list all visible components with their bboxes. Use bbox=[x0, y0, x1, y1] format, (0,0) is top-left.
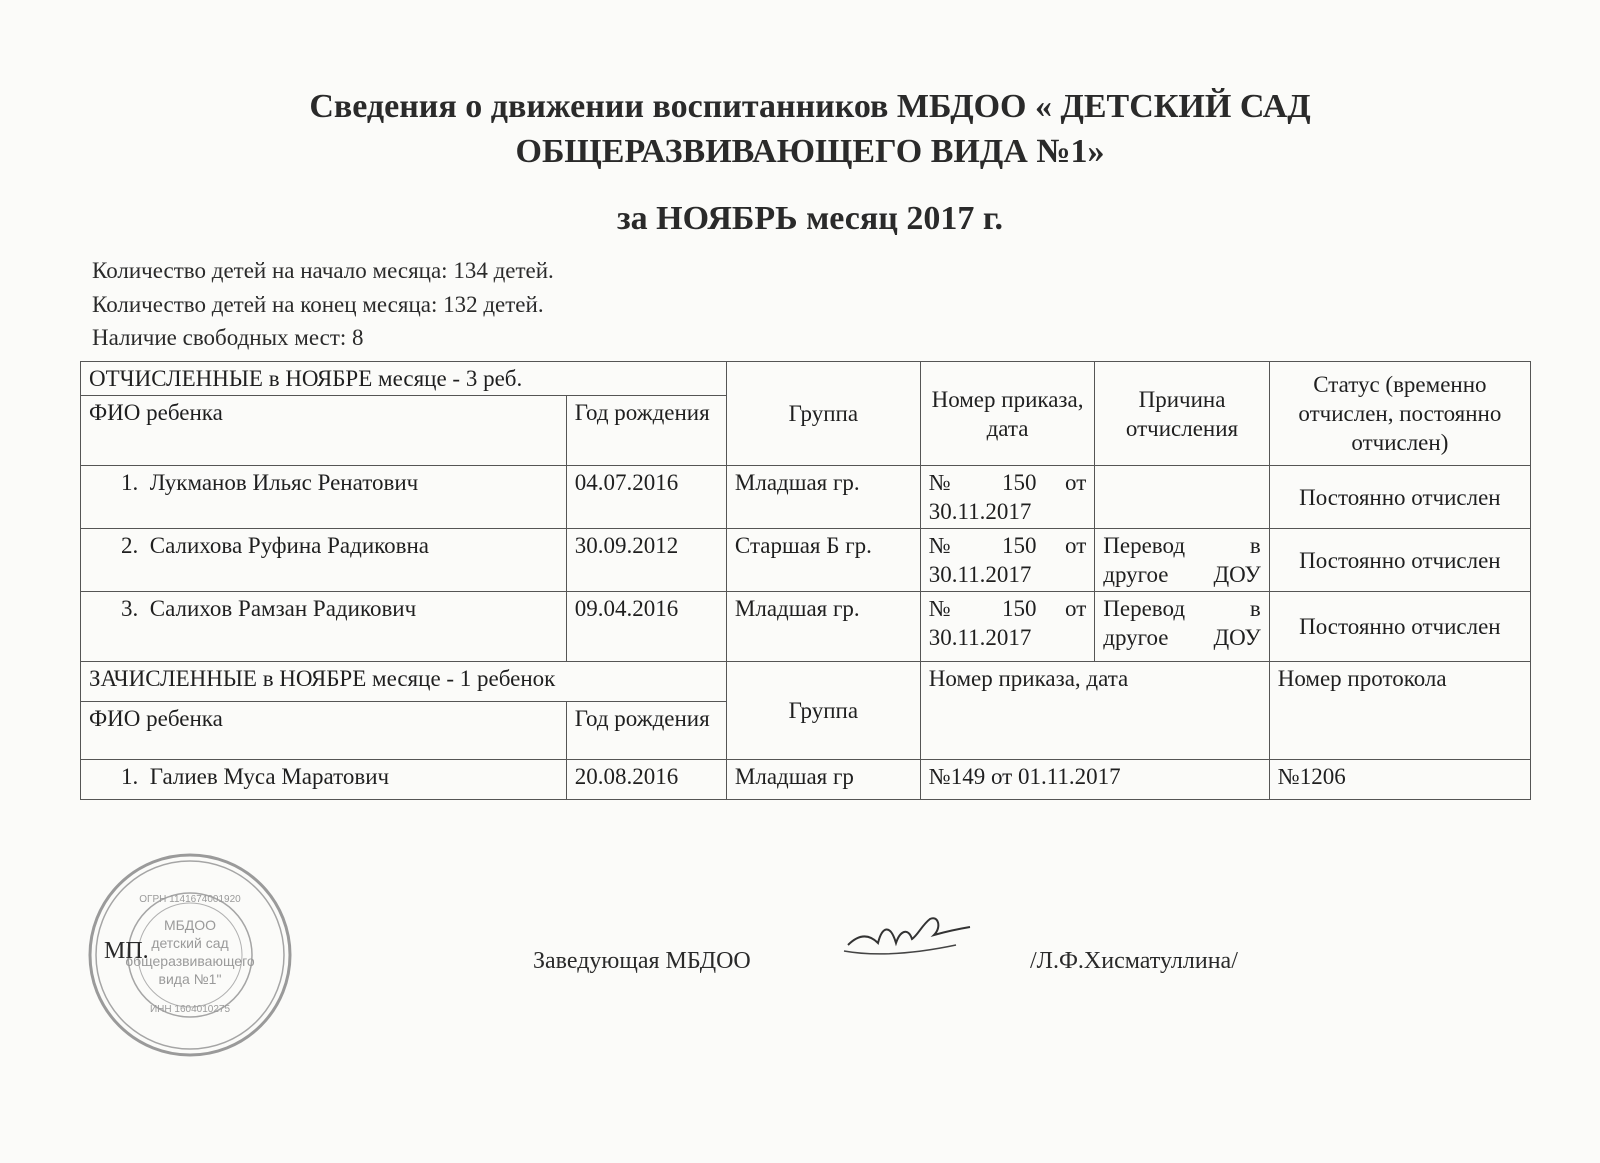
free-places: Наличие свободных мест: 8 bbox=[92, 325, 364, 350]
child-name: 1. Галиев Муса Маратович bbox=[81, 760, 567, 800]
enrolled-col-name: ФИО ребенка bbox=[81, 702, 567, 760]
col-group: Группа bbox=[726, 362, 920, 466]
birth-date: 09.04.2016 bbox=[566, 592, 726, 662]
title-line-1: Сведения о движении воспитанников МБДОО « ДЕТСКИЙ САД bbox=[309, 88, 1311, 125]
col-name: ФИО ребенка bbox=[81, 396, 567, 466]
protocol: №1206 bbox=[1269, 760, 1530, 800]
group: Младшая гр. bbox=[726, 592, 920, 662]
col-year: Год рождения bbox=[566, 396, 726, 466]
col-order: Номер приказа, дата bbox=[920, 362, 1094, 466]
stamp-inn: ИНН 1604010275 bbox=[149, 1004, 231, 1015]
table-row bbox=[81, 760, 1531, 800]
reason: Перевод в другое ДОУ bbox=[1095, 592, 1269, 662]
stamp-ogrn: ОГРН 1141674001920 bbox=[139, 894, 241, 905]
table-row bbox=[81, 466, 1531, 529]
group: Старшая Б гр. bbox=[726, 529, 920, 592]
enrolled-col-year: Год рождения bbox=[566, 702, 726, 760]
stamp-line-1: МБДОО bbox=[163, 917, 217, 933]
child-name: 2. Салихова Руфина Радиковна bbox=[81, 529, 567, 592]
col-reason: Причина отчисления bbox=[1095, 362, 1269, 466]
enrolled-col-order: Номер приказа, дата bbox=[920, 662, 1269, 760]
status: Постоянно отчислен bbox=[1269, 529, 1530, 592]
order: №149 от 01.11.2017 bbox=[920, 760, 1269, 800]
stamp-line-3: общеразвивающего bbox=[125, 953, 255, 969]
signature-icon bbox=[838, 905, 978, 975]
birth-date: 30.09.2012 bbox=[566, 529, 726, 592]
reason bbox=[1095, 466, 1269, 529]
stamp-line-4: вида №1" bbox=[158, 971, 222, 987]
order: № 150 от 30.11.2017 bbox=[920, 592, 1094, 662]
group: Младшая гр bbox=[726, 760, 920, 800]
table-row bbox=[81, 592, 1531, 662]
start-count: Количество детей на начало месяца: 134 детей. bbox=[92, 258, 554, 283]
signer-position: Заведующая МБДОО bbox=[533, 948, 751, 974]
child-name: 1. Лукманов Ильяс Ренатович bbox=[81, 466, 567, 529]
reason: Перевод в другое ДОУ bbox=[1095, 529, 1269, 592]
status: Постоянно отчислен bbox=[1269, 466, 1530, 529]
birth-date: 04.07.2016 bbox=[566, 466, 726, 529]
table-row bbox=[81, 529, 1531, 592]
enrolled-col-group: Группа bbox=[726, 662, 920, 760]
enrolled-section-title: ЗАЧИСЛЕННЫЕ в НОЯБРЕ месяце - 1 ребенок bbox=[81, 662, 727, 702]
col-status: Статус (временно отчислен, постоянно отчислен) bbox=[1269, 362, 1530, 466]
status: Постоянно отчислен bbox=[1269, 592, 1530, 662]
signer-name: /Л.Ф.Хисматуллина/ bbox=[1030, 948, 1238, 974]
group: Младшая гр. bbox=[726, 466, 920, 529]
seal-label: МП. bbox=[104, 938, 149, 964]
enrolled-col-protocol: Номер протокола bbox=[1269, 662, 1530, 760]
title-line-2: ОБЩЕРАЗВИВАЮЩЕГО ВИДА №1» bbox=[515, 133, 1105, 170]
expelled-section-title: ОТЧИСЛЕННЫЕ в НОЯБРЕ месяце - 3 реб. bbox=[81, 362, 727, 396]
report-period: за НОЯБРЬ месяц 2017 г. bbox=[617, 200, 1003, 237]
stamp-line-2: детский сад bbox=[151, 935, 229, 951]
movement-table bbox=[80, 361, 1531, 800]
birth-date: 20.08.2016 bbox=[566, 760, 726, 800]
order: № 150 от 30.11.2017 bbox=[920, 529, 1094, 592]
child-name: 3. Салихов Рамзан Радикович bbox=[81, 592, 567, 662]
order: № 150 от 30.11.2017 bbox=[920, 466, 1094, 529]
end-count: Количество детей на конец месяца: 132 детей. bbox=[92, 292, 544, 317]
